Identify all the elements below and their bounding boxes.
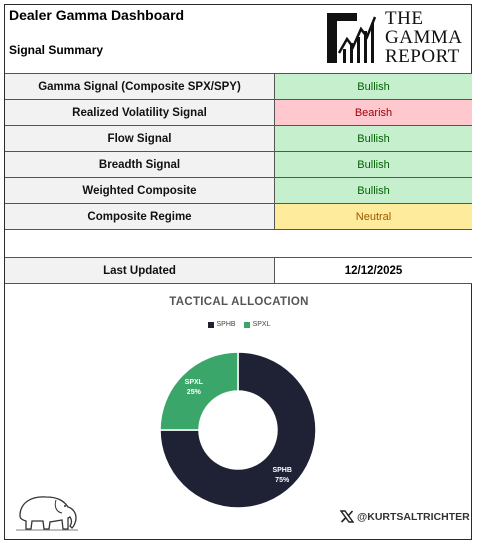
legend-swatch-sphb [208,322,214,328]
gamma-report-logo [323,9,465,67]
legend-label-sphb: SPHB [216,321,236,328]
handle-text: @KURTSALTRICHTER [357,510,470,523]
signal-label: Flow Signal [5,126,275,151]
slice-value-spxl: 25% [186,388,201,396]
x-logo-icon [340,510,354,523]
last-updated-row [5,258,472,284]
signal-value: Bullish [275,178,472,203]
table-row [5,126,472,152]
signal-label: Gamma Signal (Composite SPX/SPY) [5,74,275,99]
section-subtitle: Signal Summary [9,43,104,57]
last-updated-label: Last Updated [5,258,275,283]
logo-line-report: REPORT [385,46,460,67]
slice-value-sphb: 75% [275,477,290,485]
table-row [5,152,472,178]
table-row [5,100,472,126]
chart-legend [0,321,478,328]
table-spacer-row [5,230,472,258]
legend-swatch-spxl [244,322,250,328]
logo-line-gamma: GAMMA [385,27,463,48]
signal-table [5,73,472,284]
legend-item-spxl [244,321,271,328]
allocation-donut-chart [158,350,318,510]
elephant-icon [14,492,80,532]
signal-label: Realized Volatility Signal [5,100,275,125]
page-title: Dealer Gamma Dashboard [9,7,185,23]
table-row [5,74,472,100]
signal-value: Bearish [275,100,472,125]
slice-label-spxl: SPXL [184,378,203,386]
chart-title: TACTICAL ALLOCATION [169,296,309,308]
slice-label-sphb: SPHB [272,467,292,475]
table-row [5,178,472,204]
social-handle[interactable] [340,510,470,523]
signal-value: Bullish [275,126,472,151]
logo-wordmark [385,9,462,66]
signal-label: Breadth Signal [5,152,275,177]
legend-item-sphb [208,321,236,328]
last-updated-value: 12/12/2025 [275,258,472,283]
signal-value: Bullish [275,74,472,99]
table-row [5,204,472,230]
logo-line-the: THE [385,8,424,29]
legend-label-spxl: SPXL [252,321,271,328]
gamma-logo-icon [323,9,385,67]
signal-label: Weighted Composite [5,178,275,203]
signal-value: Bullish [275,152,472,177]
signal-value: Neutral [275,204,472,229]
signal-label: Composite Regime [5,204,275,229]
